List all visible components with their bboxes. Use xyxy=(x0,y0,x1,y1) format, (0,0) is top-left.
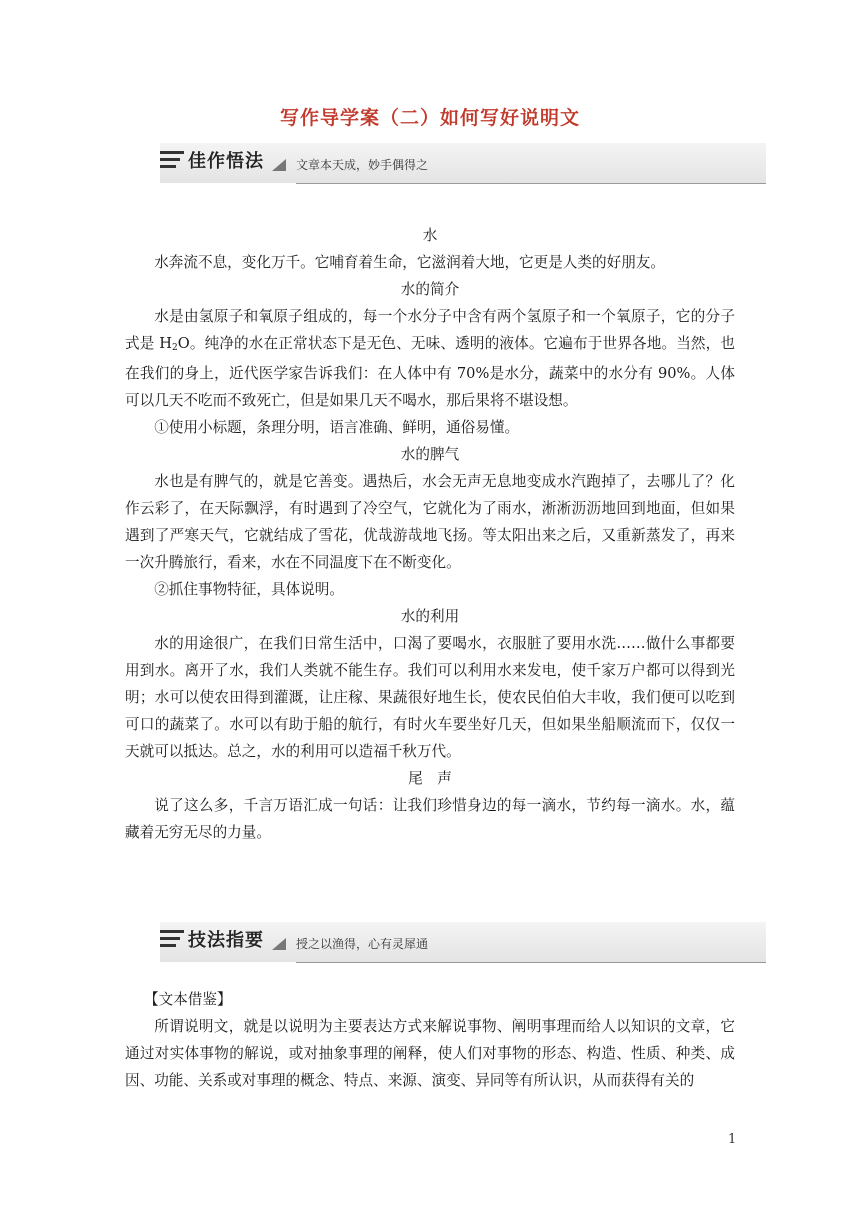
stripe-icon xyxy=(160,149,186,175)
section-label: 【文本借鉴】 xyxy=(143,991,232,1008)
essay-title: 水 xyxy=(422,227,438,244)
stripe-icon xyxy=(160,928,186,954)
paragraph: 说了这么多，千言万语汇成一句话：让我们珍惜身边的每一滴水，节约每一滴水。水，蕴藏着无穷无尽的力量。 xyxy=(125,797,735,841)
page-number: 1 xyxy=(728,1132,737,1147)
banner-subtitle: 授之以渔得，心有灵犀通 xyxy=(296,937,429,951)
section-heading: 水的利用 xyxy=(400,608,460,625)
section2-body xyxy=(125,986,735,1094)
triangle-icon xyxy=(272,159,286,171)
paragraph: 所谓说明文，就是以说明为主要表达方式来解说事物、阐明事理而给人以知识的文章，它通过对实体事物的解说，或对抽象事理的阐释，使人们对事物的形态、构造、性质、种类、成因、功能、关系或对事理的概念、特点、来源、演变、异同等有所认识，从而获得有关的 xyxy=(125,1018,735,1089)
section-heading: 水的简介 xyxy=(400,281,460,298)
section-banner-2 xyxy=(160,922,766,962)
banner-subtitle: 文章本天成，妙手偶得之 xyxy=(296,158,429,172)
page-title: 写作导学案（二）如何写好说明文 xyxy=(279,107,580,129)
annotation-note: ②抓住事物特征，具体说明。 xyxy=(154,581,344,598)
triangle-icon xyxy=(272,938,286,950)
paragraph: 水的用途很广，在我们日常生活中，口渴了要喝水，衣服脏了要用水洗……做什么事都要用到水。离开了水，我们人类就不能生存。我们可以利用水来发电，使千家万户都可以得到光明；水可以使农田得到灌溉，让庄稼、果蔬很好地生长，使农民伯伯大丰收，我们便可以吃到可口的蔬菜了。水可以有助于船的航行，有时火车要坐好几天，但如果坐船顺流而下，仅仅一天就可以抵达。总之，水的利用可以造福千秋万代。 xyxy=(125,635,735,760)
annotation-note: ①使用小标题，条理分明，语言准确、鲜明，通俗易懂。 xyxy=(154,419,520,436)
section-banner-1 xyxy=(160,143,766,183)
essay-body xyxy=(125,222,735,846)
paragraph: 水也是有脾气的，就是它善变。遇热后，水会无声无息地变成水汽跑掉了，去哪儿了？化作云彩了，在天际飘浮，有时遇到了冷空气，它就化为了雨水，淅淅沥沥地回到地面，但如果遇到了严寒天气，它就结成了雪花，优哉游哉地飞扬。等太阳出来之后，又重新蒸发了，再来一次升腾旅行，看来，水在不同温度下在不断变化。 xyxy=(125,473,735,571)
paragraph: 水是由氢原子和氧原子组成的，每一个水分子中含有两个氢原子和一个氧原子，它的分子式是 $H_2O$。纯净的水在正常状态下是无色、无味、透明的液体。它遍布于世界各地。当然，也在我们的身上，近代医学家告诉我们：在人体中有 70%是水分，蔬菜中的水分有 90%。人体可以几天不吃而不致死亡，但是如果几天不喝水，那后果将不堪设想。 xyxy=(125,308,736,409)
banner-heading: 佳作悟法 xyxy=(188,151,264,172)
section-heading: 水的脾气 xyxy=(400,446,460,463)
banner-heading: 技法指要 xyxy=(188,930,264,951)
essay-intro: 水奔流不息，变化万千。它哺育着生命，它滋润着大地，它更是人类的好朋友。 xyxy=(154,254,665,271)
section-heading: 尾 声 xyxy=(408,770,452,787)
